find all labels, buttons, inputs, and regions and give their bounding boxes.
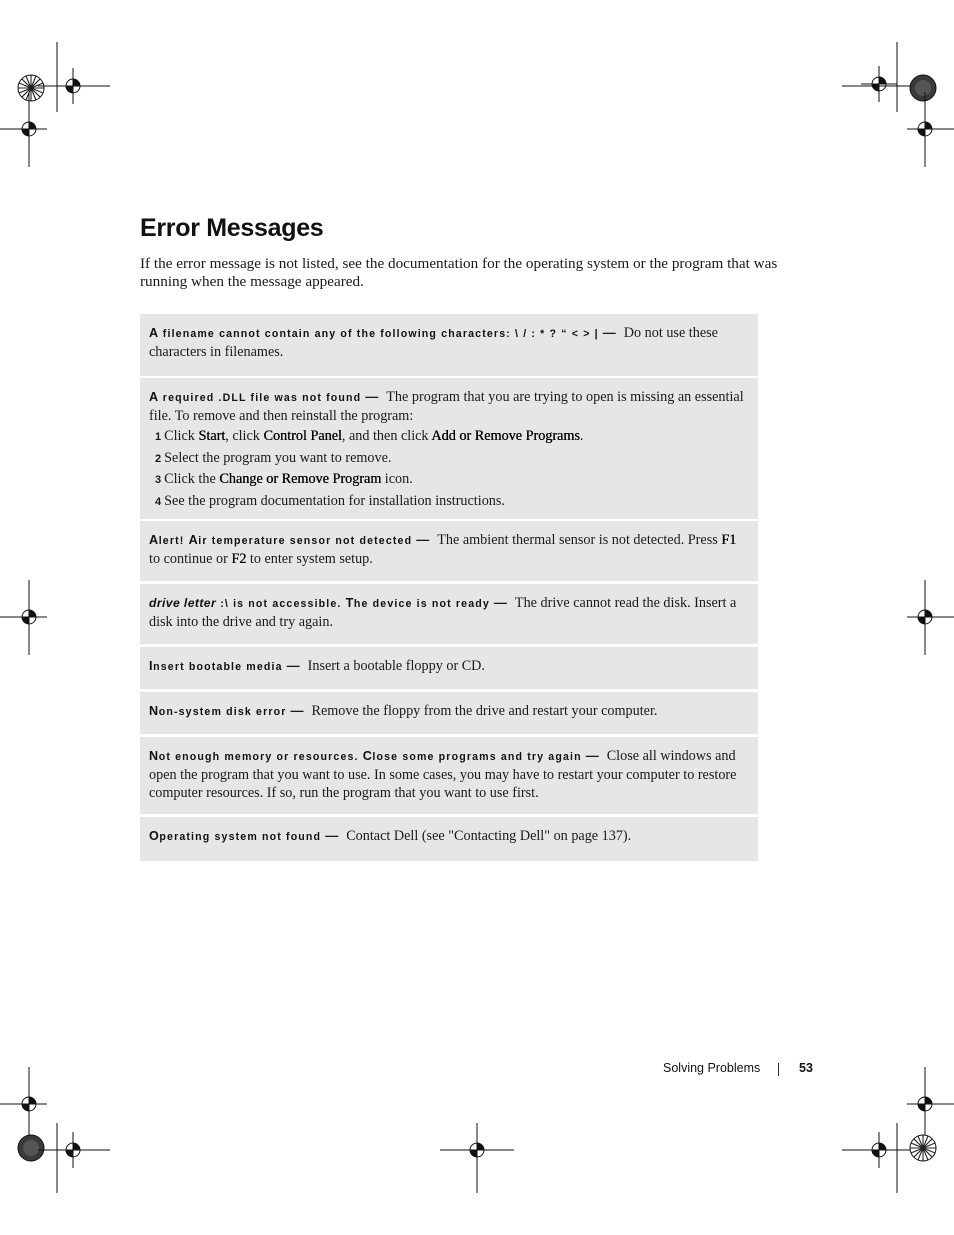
em-dash: — <box>493 595 507 610</box>
error-description: Do not use these characters in filenames. <box>149 325 718 360</box>
error-insert <box>140 647 758 689</box>
intro-paragraph: If the error message is not listed, see the documentation for the operating system or the program that was running when the message appeared. <box>140 255 778 290</box>
em-dash: — <box>290 703 304 718</box>
error-heading: Alert! Air temperature sensor not detected <box>149 533 413 547</box>
error-description: The ambient thermal sensor is not detected. Press F1 to continue or F2 to enter system setup. <box>149 532 737 567</box>
step-item: 2 Select the program you want to remove. <box>155 449 392 466</box>
error-heading: Operating system not found <box>149 829 322 843</box>
error-description: Insert a bootable floppy or CD. <box>307 658 485 674</box>
error-description: The drive cannot read the disk. Insert a disk into the drive and try again. <box>149 595 737 630</box>
error-heading: Non-system disk error <box>149 704 287 718</box>
error-description: Close all windows and open the program that you want to use. In some cases, you may have to restart your computer to restore computer resources. If so, run the program that you want to use first. <box>149 748 737 801</box>
error-os <box>140 817 758 861</box>
error-heading: A filename cannot contain any of the following characters: \ / : * ? “ < > | <box>149 326 599 340</box>
em-dash: — <box>325 828 339 843</box>
step-item: 1 Click Start, click Control Panel, and then click Add or Remove Programs. <box>155 428 584 444</box>
error-memory <box>140 737 758 814</box>
em-dash: — <box>286 658 300 673</box>
error-heading: A required .DLL file was not found <box>149 390 362 404</box>
error-heading: Insert bootable media <box>149 659 283 673</box>
page-number: 53 <box>799 1061 813 1075</box>
error-nonsystem <box>140 692 758 734</box>
em-dash: — <box>602 325 616 340</box>
em-dash: — <box>365 389 379 404</box>
step-item: 3 Click the Change or Remove Program icon. <box>155 471 413 487</box>
error-alert <box>140 521 758 581</box>
error-filename <box>140 314 758 376</box>
section-title: Solving Problems <box>663 1061 761 1075</box>
step-list <box>155 426 748 512</box>
error-dll <box>140 378 758 519</box>
footer-divider <box>778 1063 779 1076</box>
em-dash: — <box>585 748 599 763</box>
em-dash: — <box>416 532 430 547</box>
error-description: Remove the floppy from the drive and restart your computer. <box>311 703 658 719</box>
page-title: Error Messages <box>140 214 324 242</box>
error-description: The program that you are trying to open is missing an essential file. To remove and then reinstall the program: <box>149 389 744 424</box>
error-drive <box>140 584 758 644</box>
error-heading: drive letter :\ is not accessible. The device is not ready <box>149 596 490 610</box>
error-description: Contact Dell (see "Contacting Dell" on page 137). <box>346 828 632 844</box>
step-item: 4 See the program documentation for installation instructions. <box>155 492 505 509</box>
page-footer <box>663 1061 813 1075</box>
error-heading: Not enough memory or resources. Close some programs and try again <box>149 749 582 763</box>
